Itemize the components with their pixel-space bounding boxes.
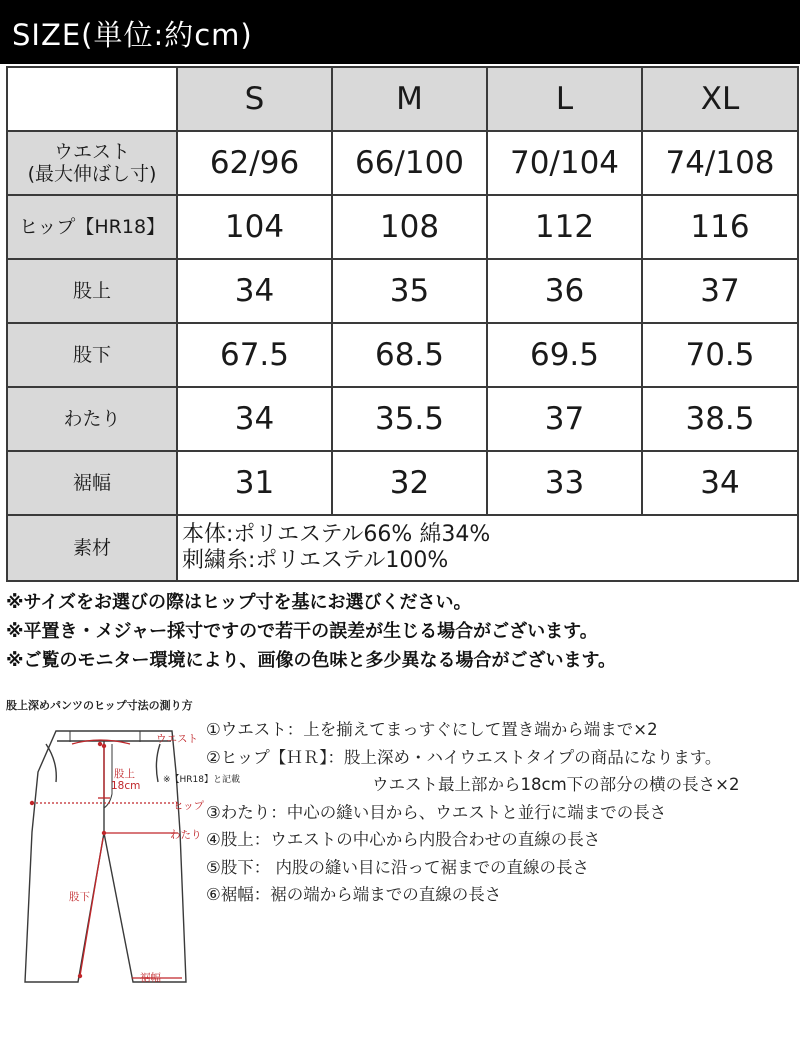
table-cell: 38.5 <box>642 387 798 451</box>
notes <box>6 588 616 675</box>
table-cell: 33 <box>487 451 642 515</box>
table-row-hip <box>7 195 798 259</box>
table-cell: 70/104 <box>487 131 642 195</box>
note-line: ※サイズをお選びの際はヒップ寸を基にお選びください。 <box>6 592 472 613</box>
rise-marker-dot <box>102 744 106 748</box>
measurement-steps <box>206 716 739 909</box>
size-table <box>6 66 799 582</box>
hip-marker-dot <box>30 801 34 805</box>
inseam-indicator <box>80 838 103 976</box>
table-cell: 37 <box>487 387 642 451</box>
table-cell: 35.5 <box>332 387 487 451</box>
inseam-label: 股下 <box>69 891 90 903</box>
table-cell: 31 <box>177 451 332 515</box>
table-cell: 68.5 <box>332 323 487 387</box>
size-column-l: L <box>487 67 642 131</box>
row-label-thigh: わたり <box>7 387 177 451</box>
step-thigh: ③わたり：中心の縫い目から、ウエストと並行に端までの長さ <box>206 802 667 822</box>
step-hem: ⑥裾幅：裾の端から端までの直線の長さ <box>206 885 502 904</box>
table-cell: 34 <box>177 259 332 323</box>
table-row-inseam <box>7 323 798 387</box>
pants-diagram <box>20 722 210 992</box>
table-row-thigh <box>7 387 798 451</box>
step-hip-detail: ウエスト最上部から18cm下の部分の横の長さ×2 <box>372 775 740 794</box>
table-cell: 34 <box>642 451 798 515</box>
inseam-marker-dot <box>78 974 82 978</box>
note-line: ※ご覧のモニター環境により、画像の色味と多少異なる場合がございます。 <box>6 650 617 671</box>
table-row-hem <box>7 451 798 515</box>
step-hip: ②ヒップ【ＨＲ】：股上深め・ハイウエストタイプの商品になります。 <box>206 747 722 767</box>
table-cell: 70.5 <box>642 323 798 387</box>
table-cell: 35 <box>332 259 487 323</box>
table-cell: 32 <box>332 451 487 515</box>
title-bar <box>0 0 800 64</box>
diagram-title: 股上深めパンツのヒップ寸法の測り方 <box>6 699 193 712</box>
table-cell: 69.5 <box>487 323 642 387</box>
waist-marker-dot <box>98 742 102 746</box>
right-pocket-curve <box>156 744 160 782</box>
step-rise: ④股上：ウエストの中心から内股合わせの直線の長さ <box>206 830 601 849</box>
size-header-row <box>7 67 798 131</box>
row-label-hem: 裾幅 <box>7 451 177 515</box>
material-embroidery-thread: 刺繍糸:ポリエステル100% <box>182 548 449 573</box>
thigh-label: わたり <box>170 829 202 841</box>
table-row-rise <box>7 259 798 323</box>
table-cell: 104 <box>177 195 332 259</box>
table-cell: 116 <box>642 195 798 259</box>
row-label-rise: 股上 <box>7 259 177 323</box>
table-cell: 67.5 <box>177 323 332 387</box>
note-line: ※平置き・メジャー採寸ですので若干の誤差が生じる場合がございます。 <box>6 621 598 642</box>
step-inseam: ⑤股下： 内股の縫い目に沿って裾までの直線の長さ <box>206 857 590 877</box>
table-cell: 34 <box>177 387 332 451</box>
size-column-xl: XL <box>642 67 798 131</box>
size-column-s: S <box>177 67 332 131</box>
hem-label: 裾幅 <box>140 972 161 984</box>
rise-label-line1: 股上 <box>114 768 135 780</box>
page-title: SIZE(単位:約cm) <box>12 18 253 52</box>
table-corner <box>7 67 177 131</box>
size-column-m: M <box>332 67 487 131</box>
pants-outline <box>25 731 186 982</box>
table-cell: 112 <box>487 195 642 259</box>
waist-label: ウエスト <box>156 733 198 745</box>
table-cell: 36 <box>487 259 642 323</box>
table-cell: 62/96 <box>177 131 332 195</box>
table-cell: 66/100 <box>332 131 487 195</box>
table-cell: 108 <box>332 195 487 259</box>
table-row-material <box>7 515 798 581</box>
thigh-marker-dot <box>102 831 106 835</box>
step-waist: ①ウエスト：上を揃えてまっすぐにして置き端から端まで×2 <box>206 720 658 739</box>
rise-label-line2: 18cm <box>111 780 141 792</box>
hip-label: ヒップ <box>173 800 205 812</box>
row-label-material: 素材 <box>7 515 177 581</box>
hr-note: ※【HR18】と記載 <box>163 775 241 785</box>
table-cell: 37 <box>642 259 798 323</box>
row-label-hip: ヒップ【HR18】 <box>7 195 177 259</box>
row-label-waist: ウエスト (最大伸ばし寸) <box>7 131 177 195</box>
material-main-fabric: 本体:ポリエステル66% 綿34% <box>182 522 491 547</box>
material-cell <box>177 515 798 581</box>
row-label-inseam: 股下 <box>7 323 177 387</box>
table-cell: 74/108 <box>642 131 798 195</box>
table-row-waist <box>7 131 798 195</box>
